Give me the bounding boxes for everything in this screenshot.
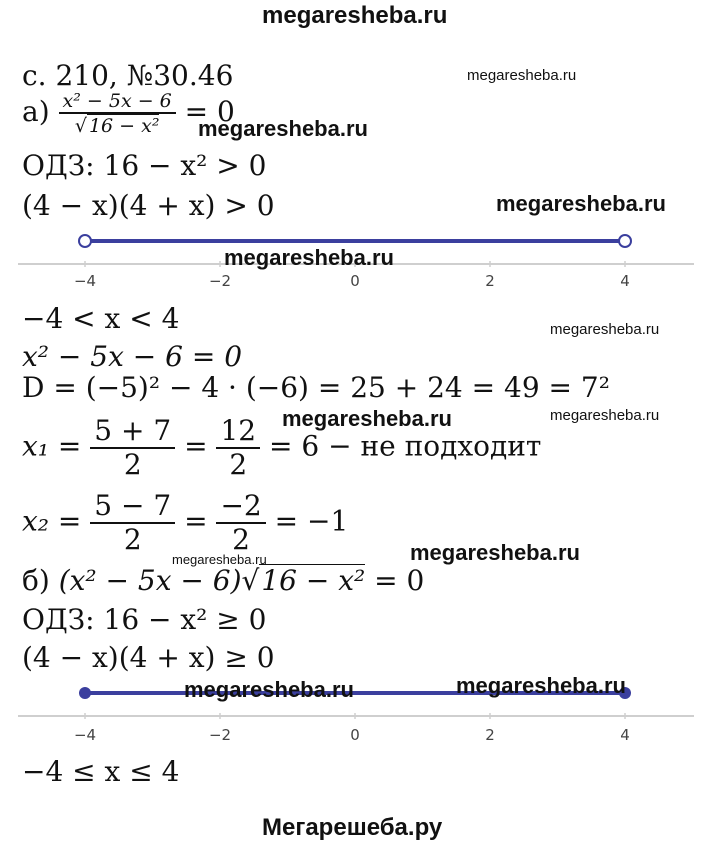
x2-result: = −1 <box>274 504 349 538</box>
part-b-root: 16 − x² <box>261 564 366 597</box>
watermark: megaresheba.ru <box>456 673 626 698</box>
part-a-interval: −4 < x < 4 <box>22 302 180 335</box>
watermark: megaresheba.ru <box>224 245 394 270</box>
watermark: megaresheba.ru <box>550 321 660 338</box>
tick-label: −4 <box>73 272 97 290</box>
x2-den2: 2 <box>216 522 265 556</box>
right-endpoint-open <box>619 235 631 247</box>
x1-num2: 12 <box>220 414 257 447</box>
part-a-label: а) <box>22 95 50 128</box>
tick-label: 2 <box>485 726 495 744</box>
watermark: megaresheba.ru <box>496 191 666 216</box>
tick-label: −4 <box>73 726 97 744</box>
x1-num1: 5 + 7 <box>94 414 172 447</box>
x2-num1: 5 − 7 <box>94 489 172 522</box>
tick-label: 0 <box>350 726 360 744</box>
x1-den2: 2 <box>216 447 260 481</box>
watermark: megaresheba.ru <box>172 552 267 567</box>
tick-label: 2 <box>485 272 495 290</box>
left-endpoint-open <box>79 235 91 247</box>
x1-den1: 2 <box>90 447 175 481</box>
watermark: megaresheba.ru <box>282 406 452 431</box>
x2-den1: 2 <box>90 522 175 556</box>
part-b-rhs: = 0 <box>374 564 425 597</box>
x1-label: x₁ = <box>22 429 82 463</box>
part-a-equation: а) $\frac{\text{x² − 5x − 6}}{\text{√ 16 − x²}}$ = 0 <box>22 90 235 137</box>
left-endpoint-closed <box>79 687 91 699</box>
part-b-odz: ОДЗ: 16 − x² ≥ 0 <box>22 603 267 636</box>
tick-label: −2 <box>208 272 232 290</box>
tick-label: 4 <box>620 272 630 290</box>
page-title: с. 210, №30.46 <box>22 59 234 92</box>
x1-solution: x₁ = $\frac{5 + 7}{2}$ = $\frac{12}{2}$ = 6 − не подходит <box>22 414 542 481</box>
header-watermark: megaresheba.ru <box>262 2 448 29</box>
tick-label: 4 <box>620 726 630 744</box>
part-b-interval: −4 ≤ x ≤ 4 <box>22 755 180 788</box>
equation-numerator: x² − 5x − 6 <box>62 90 172 112</box>
tick-label: −2 <box>208 726 232 744</box>
part-b-left: (x² − 5x − 6) <box>58 564 242 597</box>
part-a-quadratic: x² − 5x − 6 = 0 <box>22 340 243 373</box>
x2-solution: x₂ = $\frac{5 - 7}{2}$ = $\frac{-2}{2}$ = −1 <box>22 489 349 556</box>
part-b-equation: б) (x² − 5x − 6)√16 − x² = 0 <box>22 564 425 597</box>
footer-watermark: Мегарешеба.ру <box>262 814 443 841</box>
watermark: megaresheba.ru <box>184 677 354 702</box>
part-a-discriminant: D = (−5)² − 4 · (−6) = 25 + 24 = 49 = 7² <box>22 371 610 404</box>
part-a-factored: (4 − x)(4 + x) > 0 <box>22 189 275 222</box>
x2-label: x₂ = <box>22 504 82 538</box>
tick-label: 0 <box>350 272 360 290</box>
part-a-odz: ОДЗ: 16 − x² > 0 <box>22 149 267 182</box>
part-b-label: б) <box>22 564 50 597</box>
watermark: megaresheba.ru <box>550 407 660 424</box>
watermark: megaresheba.ru <box>467 67 577 84</box>
watermark: megaresheba.ru <box>410 540 580 565</box>
x1-result: = 6 − не подходит <box>269 429 542 463</box>
equation-rhs: = 0 <box>184 95 235 128</box>
watermark: megaresheba.ru <box>198 116 368 141</box>
part-b-factored: (4 − x)(4 + x) ≥ 0 <box>22 641 275 674</box>
x2-num2: −2 <box>220 489 262 522</box>
equation-denominator: 16 − x² <box>88 115 160 137</box>
